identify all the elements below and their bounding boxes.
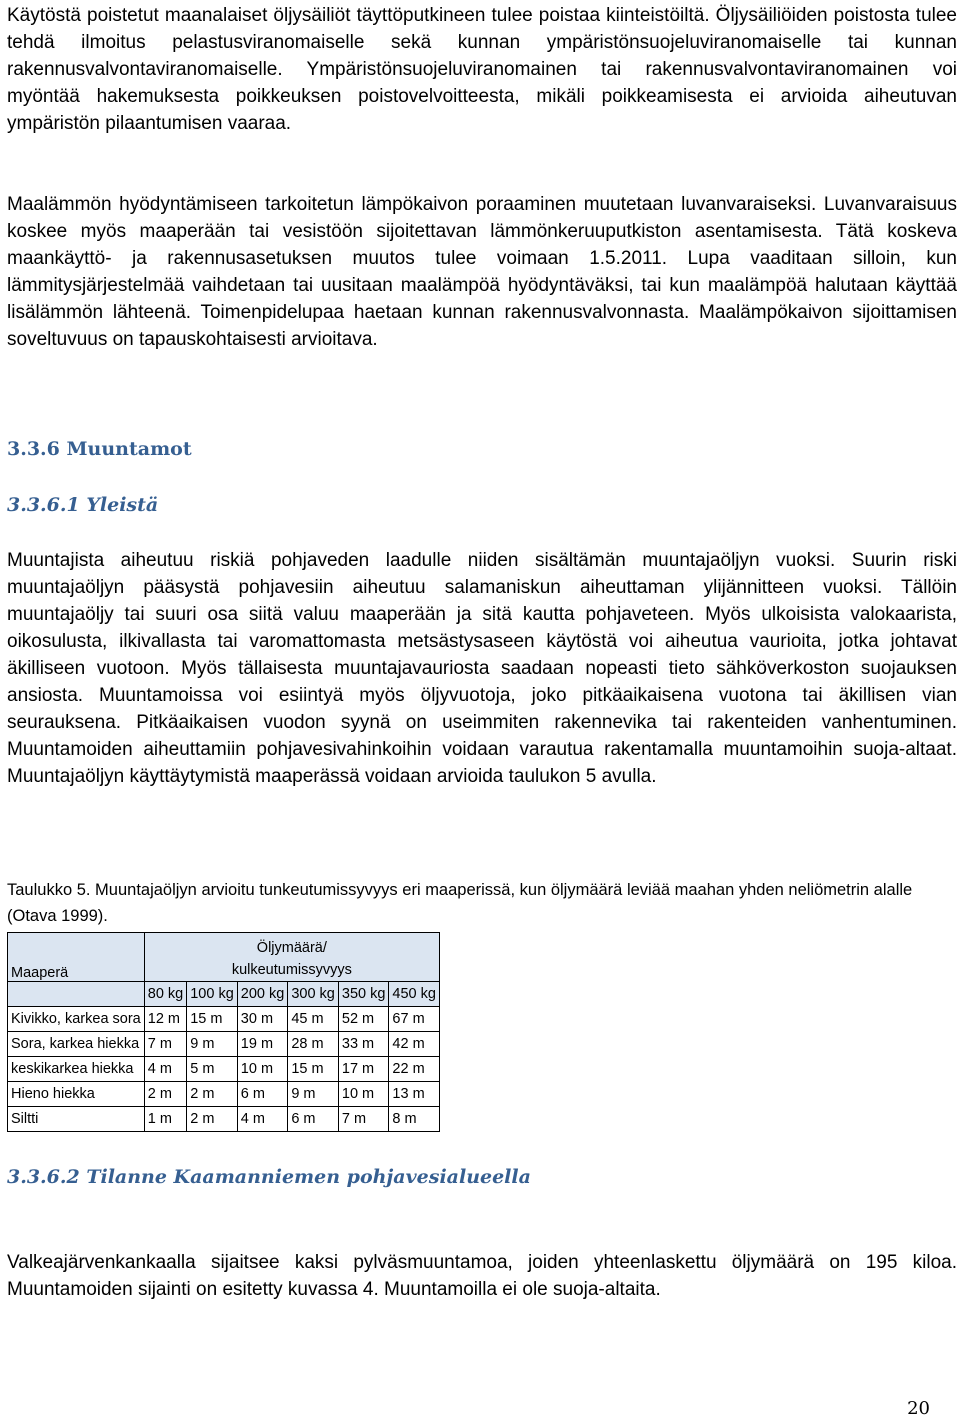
amount-header-cell: 450 kg: [389, 982, 440, 1007]
subsection-heading-kaamanniemi: 3.3.6.2 Tilanne Kaamanniemen pohjavesialueella: [7, 1166, 531, 1188]
depth-value-cell: 7 m: [144, 1032, 186, 1057]
amount-row-blank-cell: [8, 982, 145, 1007]
amount-header-cell: 200 kg: [237, 982, 288, 1007]
soil-type-cell: keskikarkea hiekka: [8, 1057, 145, 1082]
depth-value-cell: 15 m: [288, 1057, 339, 1082]
depth-value-cell: 42 m: [389, 1032, 440, 1057]
depth-value-cell: 1 m: [144, 1107, 186, 1132]
page-number: 20: [907, 1398, 930, 1419]
depth-value-cell: 17 m: [338, 1057, 389, 1082]
table-header-row: [8, 933, 440, 982]
table-row: [8, 1082, 440, 1107]
depth-value-cell: 45 m: [288, 1007, 339, 1032]
depth-value-cell: 10 m: [338, 1082, 389, 1107]
soil-type-cell: Hieno hiekka: [8, 1082, 145, 1107]
depth-value-cell: 13 m: [389, 1082, 440, 1107]
soil-type-cell: Sora, karkea hiekka: [8, 1032, 145, 1057]
paragraph-oil-tanks: Käytöstä poistetut maanalaiset öljysäiliöt täyttöputkineen tulee poistaa kiinteistöiltä. Öljysäiliöiden poistosta tulee tehdä ilmoitus pelastusviranomaiselle sekä kunnan ympäristönsuojeluviranomaiselle tai kunnan rakennusvalvontaviranomaiselle. Ympäristönsuojeluviranomainen tai rakennusvalvontaviranomainen voi myöntää hakemuksesta poikkeuksen poistovelvoitteesta, mikäli poikkeamisesta ei arvioida aiheutuvan ympäristön pilaantumisen vaaraa.: [7, 5, 957, 134]
table-row: [8, 1032, 440, 1057]
section-heading-muuntamot: 3.3.6 Muuntamot: [7, 438, 192, 460]
amount-header-cell: 300 kg: [288, 982, 339, 1007]
amount-header-cell: 100 kg: [187, 982, 238, 1007]
depth-value-cell: 4 m: [237, 1107, 288, 1132]
table-row: [8, 1107, 440, 1132]
paragraph-geothermal: Maalämmön hyödyntämiseen tarkoitetun lämpökaivon poraaminen muutetaan luvanvaraiseksi. Luvanvaraisuus koskee myös maaperään tai vesistöön sijoitettavan lämmönkeruuputkiston asentamisesta. Tätä koskeva maankäyttö- ja rakennusasetuksen muutos tulee voimaan 1.5.2011. Lupa vaaditaan silloin, kun lämmitysjärjestelmää vaihdetaan tai uusitaan maalämpöä hyödyntäväksi, tai kun maalämpöä halutaan käyttää lisälämmön lähteenä. Toimenpidelupaa haetaan kunnan rakennusvalvonnasta. Maalämpökaivon sijoittamisen soveltuvuus on tapauskohtaisesti arvioitava.: [7, 194, 957, 350]
table-row: [8, 1057, 440, 1082]
depth-value-cell: 8 m: [389, 1107, 440, 1132]
depth-value-cell: 28 m: [288, 1032, 339, 1057]
table-amount-row: [8, 982, 440, 1007]
soil-type-cell: Siltti: [8, 1107, 145, 1132]
table-caption: Taulukko 5. Muuntajaöljyn arvioitu tunkeutumissyvyys eri maaperissä, kun öljymäärä leviää maahan yhden neliömetrin alalle (Otava 1999).: [7, 881, 913, 925]
amount-header-cell: 80 kg: [144, 982, 186, 1007]
depth-value-cell: 7 m: [338, 1107, 389, 1132]
depth-value-cell: 67 m: [389, 1007, 440, 1032]
group-header-line-2: kulkeutumissyvyys: [231, 962, 352, 978]
amount-header-cell: 350 kg: [338, 982, 389, 1007]
depth-value-cell: 15 m: [187, 1007, 238, 1032]
depth-value-cell: 19 m: [237, 1032, 288, 1057]
depth-value-cell: 2 m: [187, 1082, 238, 1107]
oil-amount-group-header: [144, 933, 439, 982]
table-row: [8, 1007, 440, 1032]
depth-value-cell: 5 m: [187, 1057, 238, 1082]
depth-value-cell: 9 m: [187, 1032, 238, 1057]
depth-value-cell: 2 m: [187, 1107, 238, 1132]
depth-value-cell: 33 m: [338, 1032, 389, 1057]
depth-value-cell: 6 m: [288, 1107, 339, 1132]
soil-column-header: Maaperä: [8, 933, 145, 982]
soil-type-cell: Kivikko, karkea sora: [8, 1007, 145, 1032]
depth-value-cell: 10 m: [237, 1057, 288, 1082]
depth-value-cell: 30 m: [237, 1007, 288, 1032]
subsection-heading-yleista: 3.3.6.1 Yleistä: [7, 494, 159, 516]
group-header-line-1: Öljymäärä/: [256, 940, 327, 956]
depth-value-cell: 22 m: [389, 1057, 440, 1082]
depth-value-cell: 12 m: [144, 1007, 186, 1032]
paragraph-kaamanniemi: Valkeajärvenkankaalla sijaitsee kaksi pylväsmuuntamoa, joiden yhteenlaskettu öljymäärä on 195 kiloa. Muuntamoiden sijainti on esitetty kuvassa 4. Muuntamoilla ei ole suoja-altaita.: [7, 1252, 957, 1300]
depth-value-cell: 2 m: [144, 1082, 186, 1107]
depth-value-cell: 4 m: [144, 1057, 186, 1082]
oil-penetration-table: [7, 932, 440, 1132]
depth-value-cell: 52 m: [338, 1007, 389, 1032]
paragraph-transformers: Muuntajista aiheutuu riskiä pohjaveden laadulle niiden sisältämän muuntajaöljyn vuoksi. Suurin riski muuntajaöljyn pääsystä pohjavesiin aiheutuu salamaniskun aiheuttaman ylijännitteen vuoksi. Tällöin muuntajaöljy tai suuri osa siitä valuu maaperään ja sitä kautta pohjaveteen. Myös ulkoisista valokaarista, oikosulusta, ilkivallasta tai varomattomasta metsästysaseen käytöstä voi aiheutua vaurioita, jotka johtavat äkilliseen vuotoon. Myös tällaisesta muuntajavauriosta saadaan nopeasti tieto sähköverkoston suojauksen ansiosta. Muuntamoissa voi esiintyä myös öljyvuotoja, joko pitkäaikaisena vuotona tai äkillisen vian seurauksena. Pitkäaikaisen vuodon syynä on useimmiten rakennevika tai rakenteiden vanhentuminen. Muuntamoiden aiheuttamiin pohjavesivahinkoihin voidaan varautua rakentamalla muuntamoihin suoja-altaat. Muuntajaöljyn käyttäytymistä maaperässä voidaan arvioida taulukon 5 avulla.: [7, 550, 957, 787]
depth-value-cell: 9 m: [288, 1082, 339, 1107]
depth-value-cell: 6 m: [237, 1082, 288, 1107]
